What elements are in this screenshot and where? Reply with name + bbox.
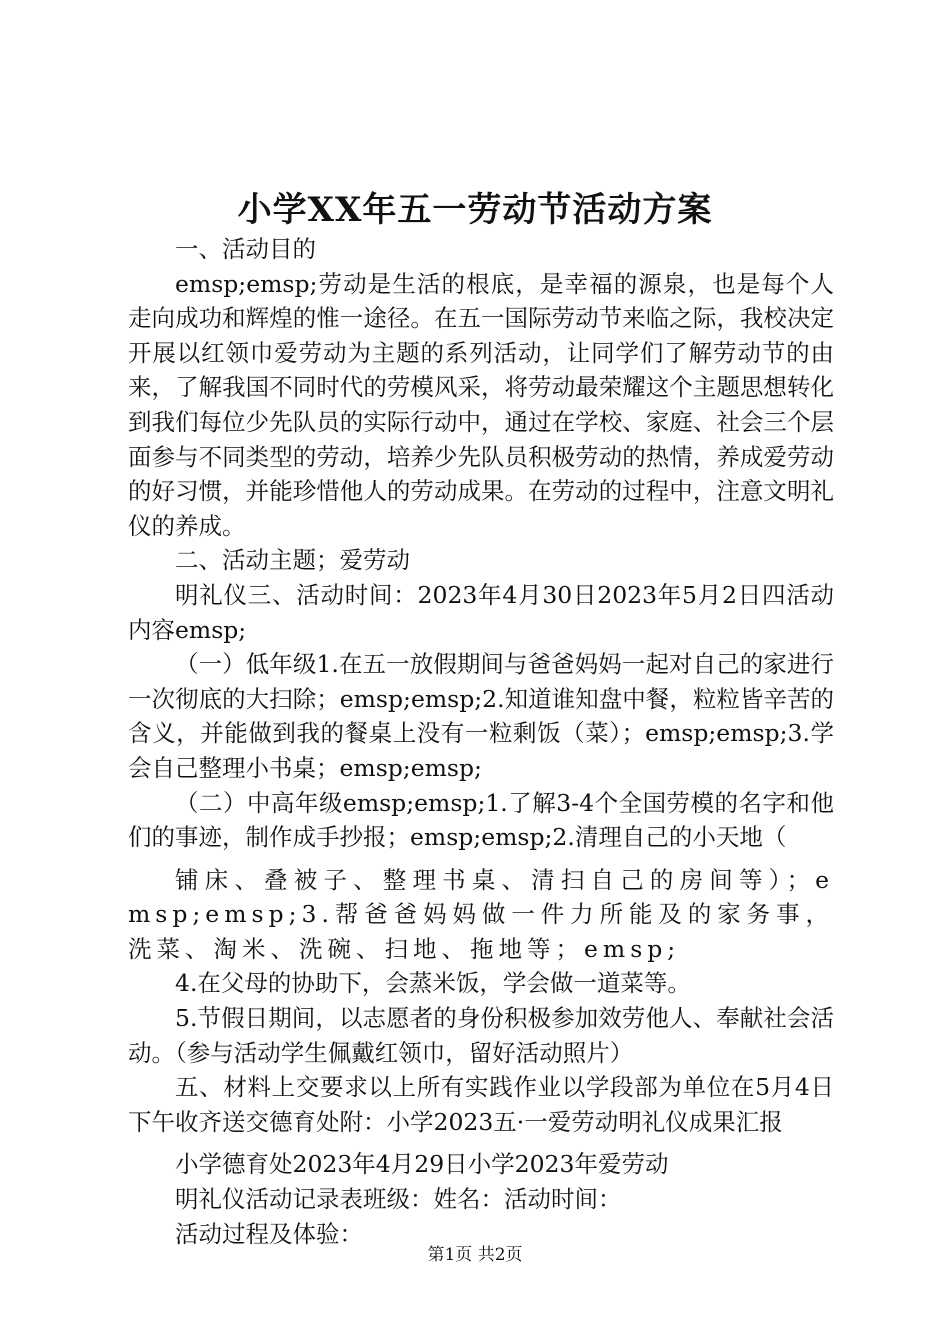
section-heading-theme: 二、活动主题；爱劳动 (175, 546, 410, 575)
section-heading-purpose: 一、活动目的 (175, 235, 316, 263)
paragraph-record-form: 明礼仪活动记录表班级：姓名：活动时间： (175, 1185, 622, 1214)
paragraph-purpose-body: emsp;emsp;劳动是生活的根底，是幸福的源泉，也是每个人走向成功和辉煌的惟一途径。在五一国际劳动节来临之际，我校决定开展以红领巾爱劳动为主题的系列活动，让同学们了解劳动节的由来，了解我国不同时代的劳模风采，将劳动最荣耀这个主题思想转化到我们每位少先队员的实际行动中，通过在学校、家庭、社会三个层面参与不同类型的劳动，培养少先队员积极劳动的热情，养成爱劳动的好习惯，并能珍惜他人的劳动成果。在劳动的过程中，注意文明礼仪的养成。 (128, 269, 834, 540)
paragraph-lower-grade: （一）低年级1.在五一放假期间与爸爸妈妈一起对自己的家进行一次彻底的大扫除；emsp;emsp;2.知道谁知盘中餐，粒粒皆辛苦的含义，并能做到我的餐桌上没有一粒剩饭（菜）；emsp;emsp;3.学会自己整理小书桌；emsp;emsp; (128, 650, 834, 782)
document-body (128, 232, 834, 1251)
paragraph-upper-grade-continued: 铺床、叠被子、整理书桌、清扫自己的房间等）；emsp;emsp;3.帮爸爸妈妈做一件力所能及的家务事，洗菜、淘米、洗碗、扫地、拖地等；emsp; (128, 865, 834, 963)
paragraph-materials: 五、材料上交要求以上所有实践作业以学段部为单位在5月4日下午收齐送交德育处附：小学2023五·一爱劳动明礼仪成果汇报 (128, 1073, 834, 1136)
paragraph-item-4: 4.在父母的协助下，会蒸米饭，学会做一道菜等。 (175, 969, 691, 998)
paragraph-activity-time: 明礼仪三、活动时间：2023年4月30日2023年5月2日四活动内容emsp; (128, 580, 834, 644)
paragraph-process: 活动过程及体验： (175, 1219, 363, 1248)
paragraph-signature: 小学德育处2023年4月29日小学2023年爱劳动 (175, 1150, 669, 1179)
document-title: 小学XX年五一劳动节活动方案 (237, 190, 713, 230)
paragraph-item-5: 5.节假日期间，以志愿者的身份积极参加效劳他人、奉献社会活动。（参与活动学生佩戴红领巾，留好活动照片） (128, 1004, 834, 1067)
paragraph-upper-grade: （二）中高年级emsp;emsp;1.了解3-4个全国劳模的名字和他们的事迹，制作成手抄报；emsp;emsp;2.清理自己的小天地（ (128, 788, 834, 852)
page-indicator: 第1页 共2页 (427, 1245, 523, 1265)
